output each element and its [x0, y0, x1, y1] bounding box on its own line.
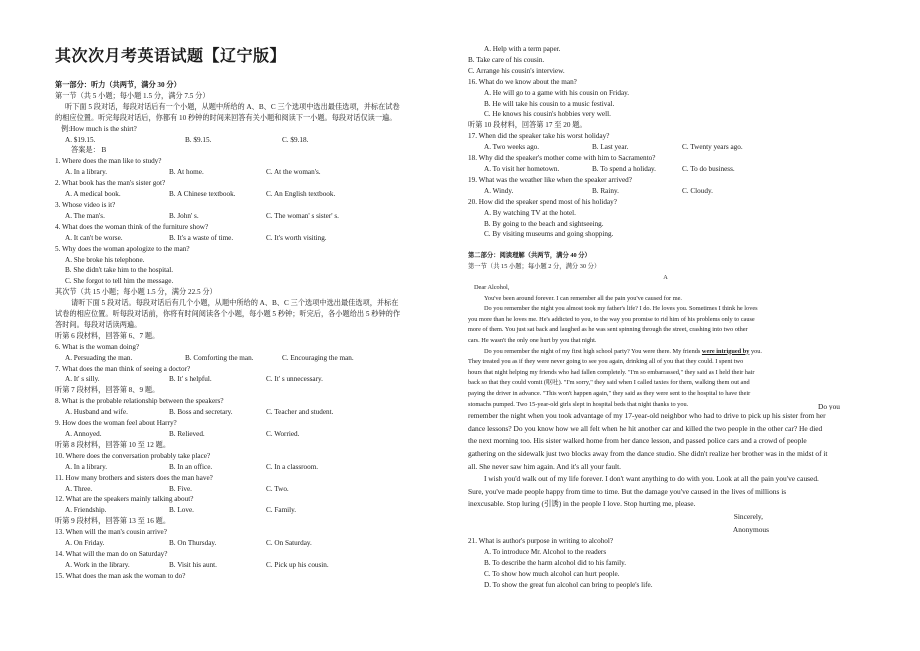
passage-text: more of them. You just sat back and laughed as he was sent spinning through the street, crashing into two other	[468, 326, 748, 334]
option: C. She forgot to tell him the message.	[65, 277, 174, 286]
option: A. To introduce Mr. Alcohol to the readers	[484, 548, 607, 557]
sec2-instructions: 答时间。每段对话读两遍。	[55, 320, 142, 329]
sec2-header: 其次节（共 15 小题；每小题 1.5 分，满分 22.5 分）	[55, 288, 217, 297]
question: 10. Where does the conversation probably take place?	[55, 451, 211, 460]
option: A. It can't be worse.	[65, 233, 123, 242]
passage-text: back so that they could vomit (呕吐). "I'm sorry," they said when I called taxies for them, walking them out and	[468, 379, 750, 387]
example-answer: 答案是： B	[71, 146, 107, 155]
option: C. Two.	[266, 484, 289, 493]
option: C. It's worth visiting.	[266, 233, 327, 242]
question: 13. When will the man's cousin arrive?	[55, 528, 167, 537]
question: 11. How many brothers and sisters does the man have?	[55, 473, 213, 482]
option: C. In a classroom.	[266, 462, 319, 471]
sec1-header: 第一节（共 5 小题；每小题 1.5 分，满分 7.5 分）	[55, 91, 210, 100]
question-options	[468, 164, 863, 175]
sec2-instructions: 试卷的相应位置。听每段对话前，你将有时间阅读各个小题，每小题 5 秒钟；听完后，各小题给出 5 秒钟的作	[55, 310, 401, 319]
option: C. An English textbook.	[266, 190, 336, 199]
passage-text: hours that night helping my friends who had fallen completely. "I'm so embarrassed," they said as I held their hair	[468, 368, 755, 376]
option: A. She broke his telephone.	[65, 255, 145, 264]
question: 5. Why does the woman apologize to the man?	[55, 244, 190, 253]
option: B. On Thursday.	[169, 539, 217, 548]
question: 18. Why did the speaker's mother come with him to Sacramento?	[468, 154, 656, 163]
option: C. Encouraging the man.	[282, 353, 354, 362]
option: A. Persuading the man.	[65, 353, 133, 362]
option: C. Cloudy.	[682, 186, 713, 195]
option: A. Three.	[65, 484, 93, 493]
passage-text: gathering on the sidewalk just two blocks away from the dance studio. She didn't realize her brother was in the midst of it	[468, 449, 828, 458]
passage-text: the next morning too. His sister walked home from her dance lesson, and passed police cars and a crowd of people	[468, 436, 807, 446]
question-options	[55, 538, 455, 549]
question: 6. What is the woman doing?	[55, 342, 140, 351]
passage-text: Do you	[818, 401, 840, 411]
question-options	[468, 186, 863, 197]
question: 3. Whose video is it?	[55, 200, 116, 209]
letter-closing: Sincerely,	[733, 511, 763, 521]
option: C. He knows his cousin's hobbies very well.	[484, 110, 611, 119]
option: B. John' s.	[169, 211, 199, 220]
option: B. Take care of his cousin.	[468, 55, 545, 64]
option: A. Annoyed.	[65, 430, 102, 438]
question: 12. What are the speakers mainly talking about?	[55, 495, 194, 504]
sec2-instructions: 请听下面 5 段对话。每段对话后有几个小题，从题中所给的 A、B、C 三个选项中选出最佳选项，并标在	[71, 299, 399, 308]
option: C. $9.18.	[282, 135, 309, 144]
letter-signature: Anonymous	[732, 524, 769, 534]
option: C. The woman' s sister' s.	[266, 211, 339, 220]
question-options	[55, 407, 455, 418]
option: B. In an office.	[169, 462, 213, 471]
example-options	[55, 135, 455, 146]
page-title: 其次次月考英语试题【辽宁版】	[55, 46, 287, 65]
passage-text: You've been around forever. I can remember all the pain you've caused for me.	[484, 294, 682, 302]
option: C. Family.	[266, 506, 297, 515]
option: A. Help with a term paper.	[484, 45, 561, 53]
passage-text: all. She never saw him again. And it's all your fault.	[468, 461, 622, 471]
option: A. He will go to a game with his cousin on Friday.	[484, 88, 630, 97]
question: 7. What does the man think of seeing a doctor?	[55, 364, 191, 373]
part1-header: 第一部分：听力（共两节，满分 30 分）	[55, 81, 181, 89]
option: C. Twenty years ago.	[682, 143, 743, 152]
material-note: 听第 9 段材料，回答第 13 至 16 题。	[55, 517, 171, 526]
example-question: 例:How much is the shirt?	[61, 124, 137, 133]
option: A. The man's.	[65, 211, 105, 220]
question: 9. How does the woman feel about Harry?	[55, 419, 177, 428]
option: B. A Chinese textbook.	[169, 190, 236, 199]
question-options	[55, 353, 455, 364]
question: 19. What was the weather like when the speaker arrived?	[468, 175, 632, 184]
sec1-instructions: 听下面 5 段对话，每段对话后有一个小题，从题中所给的 A、B、C 三个选项中选出最佳选项，并标在试卷	[65, 102, 400, 111]
option: B. $9.15.	[185, 135, 212, 144]
question-options	[55, 462, 455, 473]
question: 8. What is the probable relationship between the speakers?	[55, 397, 224, 406]
left-column	[55, 46, 455, 582]
question: 1. Where does the man like to study?	[55, 157, 162, 166]
option: B. Boss and secretary.	[169, 408, 233, 417]
passage-text: stomachs pumped. Two 15-year-old girls slept in hospital beds that night thanks to you.	[468, 400, 689, 408]
option: C. To show how much alcohol can hurt people.	[484, 569, 620, 578]
question-options	[55, 167, 455, 178]
option: A. It' s silly.	[65, 375, 100, 384]
option: B. Comforting the man.	[185, 353, 254, 362]
passage-text	[468, 400, 863, 411]
option: A. In a library.	[65, 462, 108, 471]
option: C. Arrange his cousin's interview.	[468, 66, 565, 75]
option: A. Two weeks ago.	[484, 143, 540, 152]
question-options	[55, 560, 455, 571]
option: B. She didn't take him to the hospital.	[65, 266, 174, 275]
passage-text	[468, 347, 863, 358]
option: C. Pick up his cousin.	[266, 560, 329, 569]
question: 16. What do we know about the man?	[468, 77, 577, 86]
option: B. Relieved.	[169, 430, 205, 438]
passage-text: Do you remember the night of my first high school party? You were there. My friends	[484, 347, 702, 355]
question: 21. What is author's purpose in writing to alcohol?	[468, 537, 614, 546]
passage-text: Do you remember the night you almost took my father's life? I do. He loves you. Sometimes I think he loves	[484, 305, 758, 313]
part2-sec1-header: 第一节（共 15 小题；每小题 2 分，满分 30 分）	[468, 262, 601, 270]
question-options	[55, 484, 455, 495]
option: A. To visit her hometown.	[484, 164, 560, 173]
option: B. It' s helpful.	[169, 375, 212, 384]
part2-header: 第二部分：阅读理解（共两节，满分 40 分）	[468, 252, 591, 260]
passage-text: They treated you as if they were never going to see you again, drinking all of you that they could. I spent two	[468, 358, 744, 366]
material-note: 听第 10 段材料，回答第 17 至 20 题。	[468, 121, 587, 130]
option: A. $19.15.	[65, 135, 96, 144]
option: B. By going to the beach and sightseeing.	[484, 219, 604, 228]
question-options	[55, 429, 455, 440]
option: B. It's a waste of time.	[169, 233, 234, 242]
passage-text: remember the night when you took advantage of my 17-year-old neighbor who had to drive to pick up his sister from her	[468, 411, 826, 421]
option: C. On Saturday.	[266, 539, 312, 548]
question-options	[468, 142, 863, 153]
material-note: 听第 6 段材料，回答第 6、7 题。	[55, 331, 160, 340]
option: A. Windy.	[484, 186, 514, 195]
option: C. Teacher and student.	[266, 408, 334, 417]
question-options	[55, 505, 455, 516]
option: A. In a library.	[65, 168, 108, 177]
question-options	[55, 211, 455, 222]
passage-text: paying the driver in advance. "This won't happen again," they said as they were sent to the hospital to have their	[468, 390, 751, 398]
question-options	[55, 189, 455, 200]
option: C. By visiting museums and going shopping.	[484, 230, 614, 239]
material-note: 听第 7 段材料，回答第 8、9 题。	[55, 386, 160, 395]
underlined-phrase: were intrigued by	[701, 347, 750, 355]
option: A. Husband and wife.	[65, 408, 128, 417]
passage-text: inexcusable. Stop luring (引诱) in the people I love. Stop hurting me, please.	[468, 499, 696, 509]
option: A. By watching TV at the hotel.	[484, 208, 576, 217]
sec1-instructions: 的相应位置。听完每段对话后，你都有 10 秒钟的时间来回答有关小题和阅读下一小题。每段对话仅读一遍。	[55, 113, 397, 122]
letter-salutation: Dear Alcohol,	[474, 284, 510, 292]
option: B. Rainy.	[592, 186, 619, 195]
option: A. Work in the library.	[65, 560, 130, 569]
option: C. Worried.	[266, 430, 300, 438]
option: B. He will take his cousin to a music festival.	[484, 99, 615, 108]
option: B. To describe the harm alcohol did to his family.	[484, 558, 627, 567]
passage-text: cars. He wasn't the only one hurt by you that night.	[468, 337, 597, 345]
question-options	[55, 374, 455, 385]
option: B. Five.	[169, 484, 192, 493]
option: B. To spend a holiday.	[592, 164, 656, 173]
right-column	[468, 44, 863, 591]
option: B. Visit his aunt.	[169, 560, 217, 569]
question: 2. What book has the man's sister got?	[55, 179, 166, 188]
option: B. At home.	[169, 168, 204, 177]
option: B. Love.	[169, 506, 194, 515]
question: 17. When did the speaker take his worst holiday?	[468, 132, 610, 141]
option: D. To show the great fun alcohol can bring to people's life.	[484, 580, 653, 589]
option: A. On Friday.	[65, 539, 105, 548]
question: 4. What does the woman think of the furniture show?	[55, 222, 209, 231]
question: 20. How did the speaker spend most of his holiday?	[468, 197, 617, 206]
passage-text: you more than he loves me. He's addicted to you, to the way you promise to rid him of his problems only to cause	[468, 315, 755, 323]
question: 15. What does the man ask the woman to do?	[55, 571, 186, 580]
material-note: 听第 8 段材料，回答第 10 至 12 题。	[55, 440, 171, 449]
question-options	[55, 233, 455, 244]
passage-text: Sure, you've made people happy from time to time. But the damage you've caused in the lives of millions is	[468, 486, 787, 496]
option: B. Last year.	[592, 143, 629, 152]
passage-text: dance lessons? Do you know how we all felt when he hit another car and killed the two people in the other car? He died	[468, 423, 823, 433]
option: C. To do business.	[682, 164, 735, 173]
passage-label: A	[663, 273, 668, 281]
option: A. A medical book.	[65, 190, 121, 199]
passage-text: you.	[749, 347, 762, 355]
question: 14. What will the man do on Saturday?	[55, 549, 168, 558]
option: A. Friendship.	[65, 506, 107, 515]
option: C. At the woman's.	[266, 168, 321, 177]
option: C. It' s unnecessary.	[266, 375, 323, 384]
passage-text: I wish you'd walk out of my life forever. I don't want anything to do with you. Look at all the pain you've caused.	[484, 474, 819, 484]
